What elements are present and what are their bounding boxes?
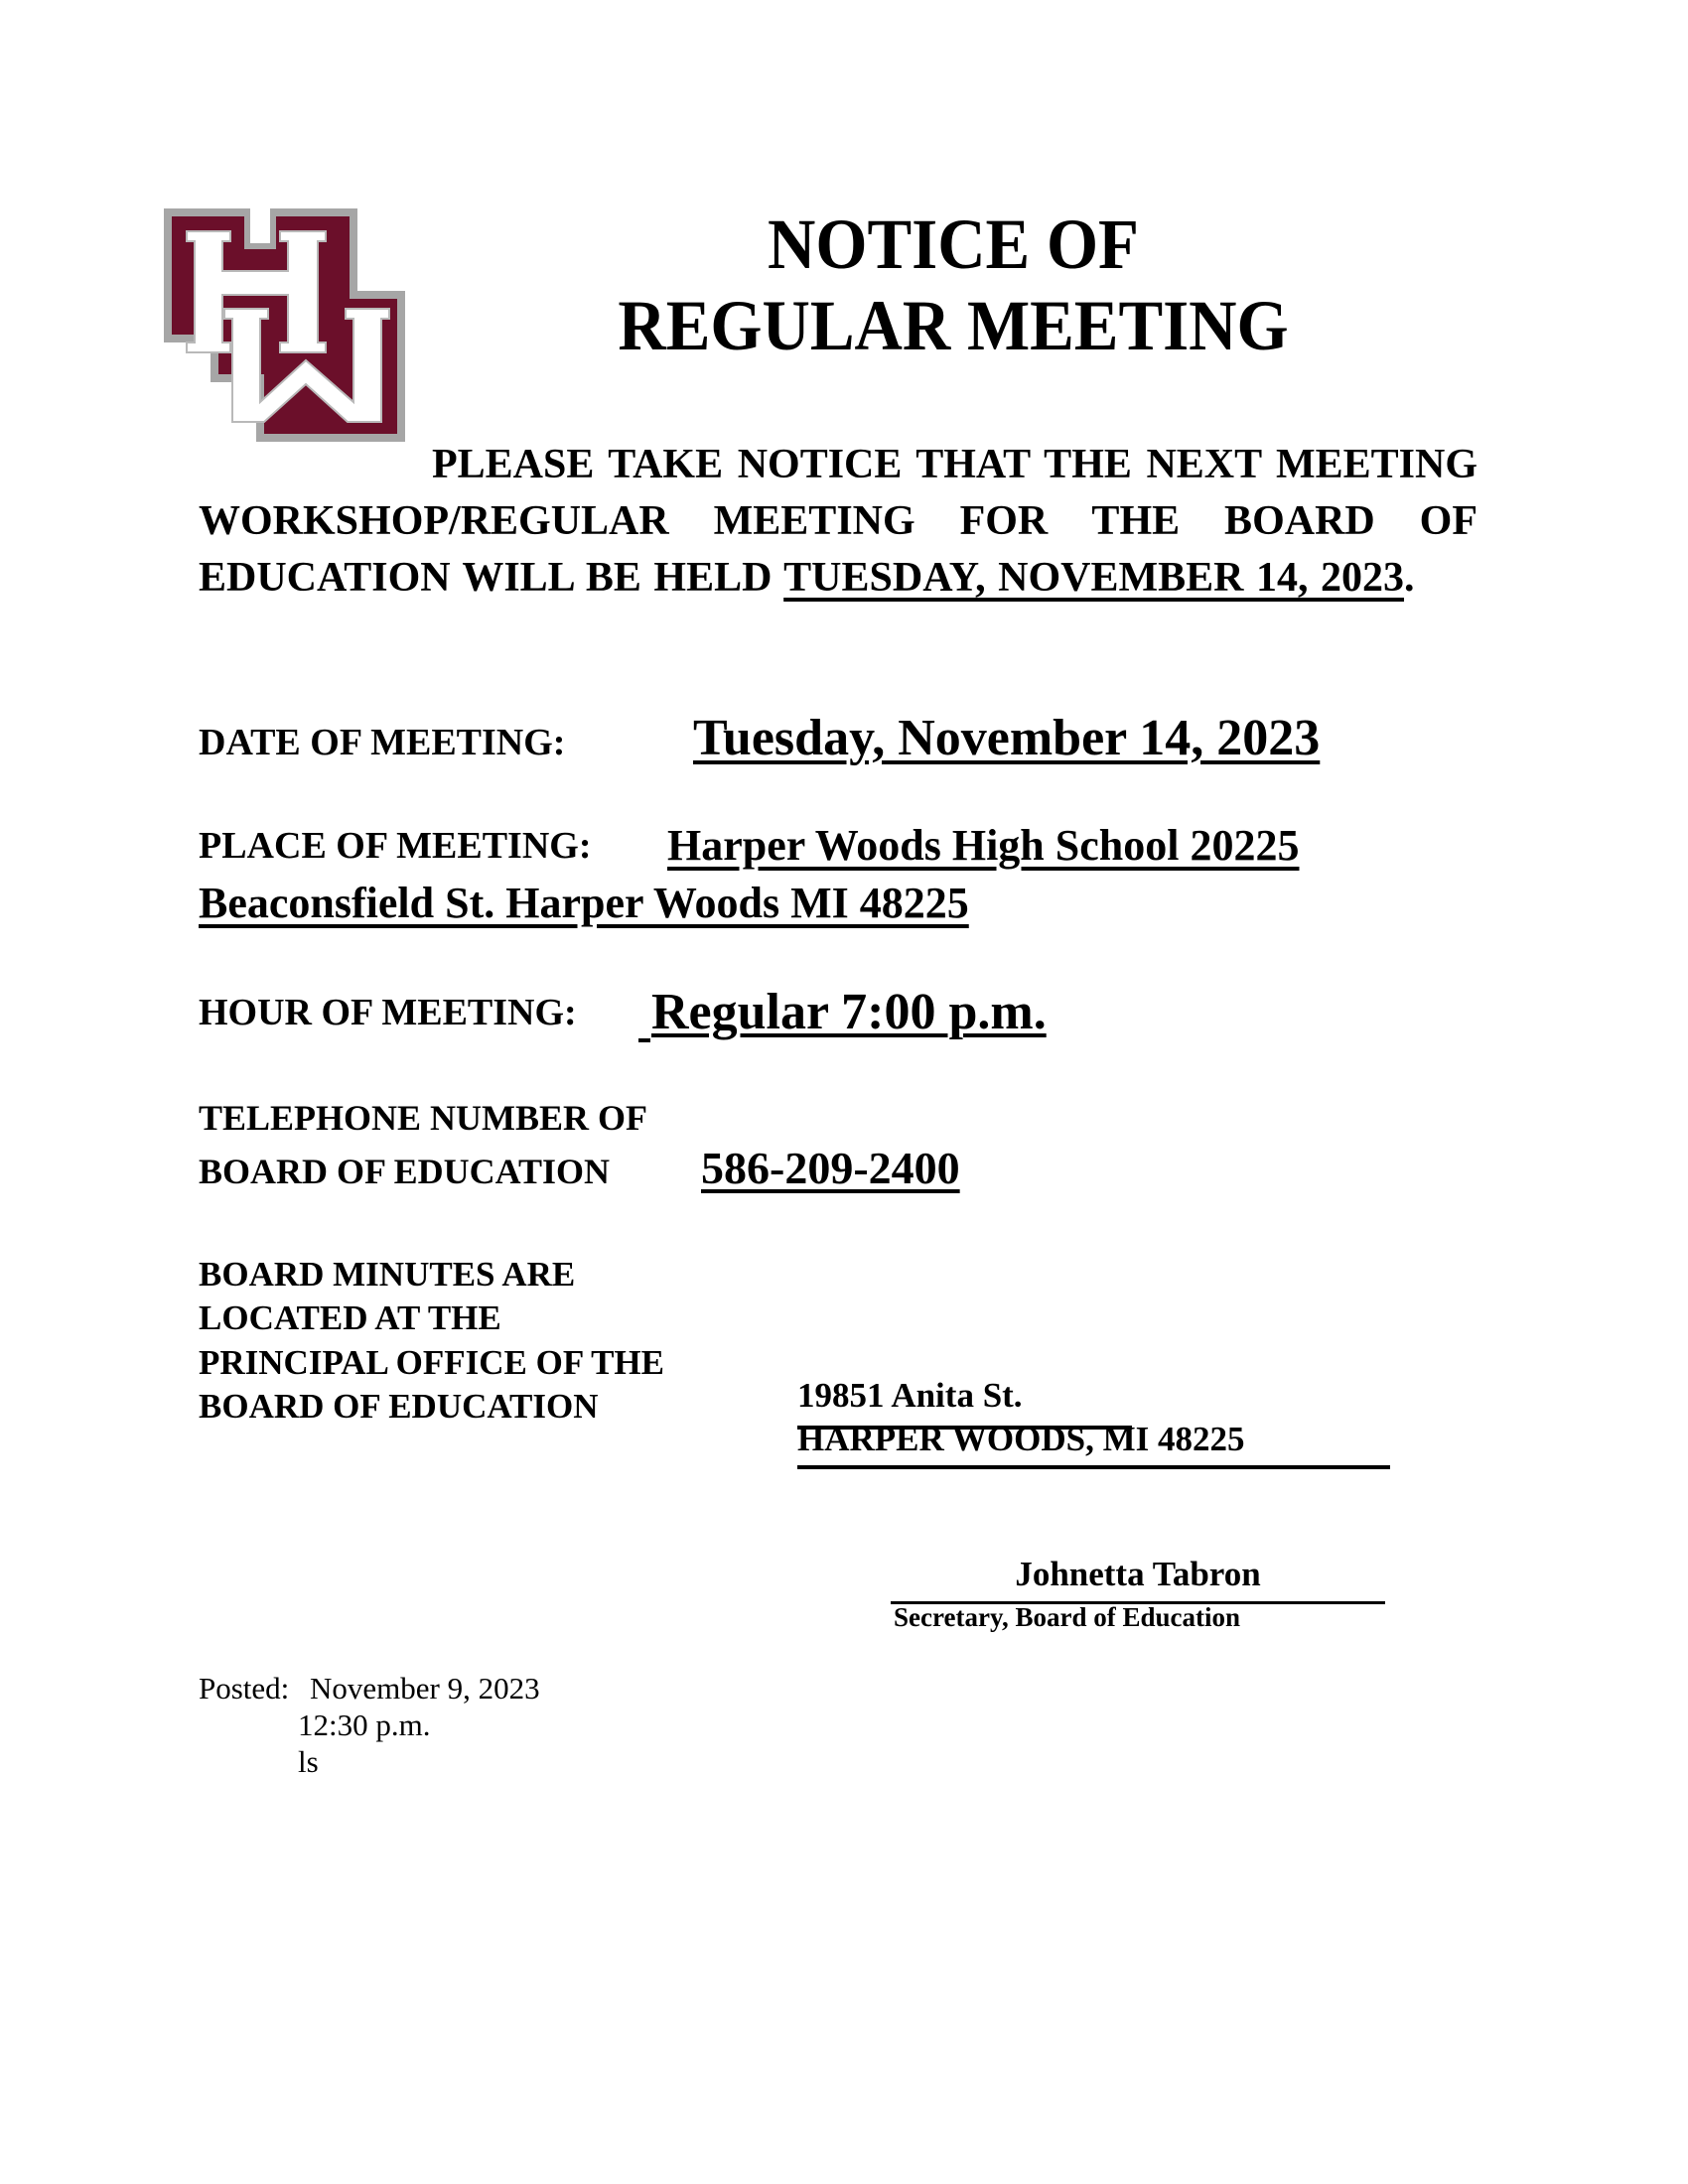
telephone-number: 586-209-2400: [701, 1143, 960, 1193]
date-of-meeting-value: Tuesday, November 14, 2023: [693, 710, 1321, 766]
signatory-name: Johnetta Tabron: [1015, 1555, 1261, 1593]
signatory-title: Secretary, Board of Education: [894, 1602, 1240, 1632]
notice-meeting-date: TUESDAY, NOVEMBER 14, 2023: [783, 555, 1405, 601]
office-address-line1: 19851 Anita St.: [797, 1376, 1023, 1415]
harper-woods-hw-logo: [159, 204, 407, 442]
posted-label: Posted:: [199, 1671, 290, 1706]
posted-time: 12:30 p.m.: [298, 1707, 431, 1742]
hour-of-meeting-value: Regular 7:00 p.m.: [651, 984, 1047, 1040]
office-address-line2: HARPER WOODS, MI 48225: [797, 1420, 1245, 1458]
minutes-label-line1: BOARD MINUTES ARE: [199, 1255, 576, 1294]
telephone-label-line1: TELEPHONE NUMBER OF: [199, 1098, 648, 1138]
date-of-meeting-label: DATE OF MEETING:: [199, 722, 566, 763]
notice-text: PLEASE TAKE NOTICE THAT THE NEXT MEETING WORKSHOP/REGULAR MEETING FOR THE BOARD OF EDUCATION WILL BE HELD: [199, 442, 1477, 601]
posted-initials: ls: [298, 1744, 319, 1779]
address-line2-underline: [797, 1465, 1390, 1469]
posted-date: November 9, 2023: [310, 1671, 540, 1706]
hour-of-meeting-label: HOUR OF MEETING:: [199, 992, 577, 1033]
notice-period: .: [1404, 555, 1415, 601]
place-of-meeting-label: PLACE OF MEETING:: [199, 825, 592, 867]
hour-underline-lead: [638, 1038, 650, 1042]
page-title-line1: NOTICE OF: [768, 205, 1139, 284]
minutes-label-line4: BOARD OF EDUCATION: [199, 1387, 599, 1426]
notice-paragraph: [199, 437, 1477, 607]
minutes-label-line2: LOCATED AT THE: [199, 1298, 501, 1337]
telephone-label-line2: BOARD OF EDUCATION: [199, 1152, 611, 1191]
page-title-line2: REGULAR MEETING: [618, 286, 1289, 365]
place-of-meeting-value-line1: Harper Woods High School 20225: [667, 821, 1300, 870]
place-of-meeting-value-line2: Beaconsfield St. Harper Woods MI 48225: [199, 879, 969, 927]
minutes-label-line3: PRINCIPAL OFFICE OF THE: [199, 1343, 664, 1382]
